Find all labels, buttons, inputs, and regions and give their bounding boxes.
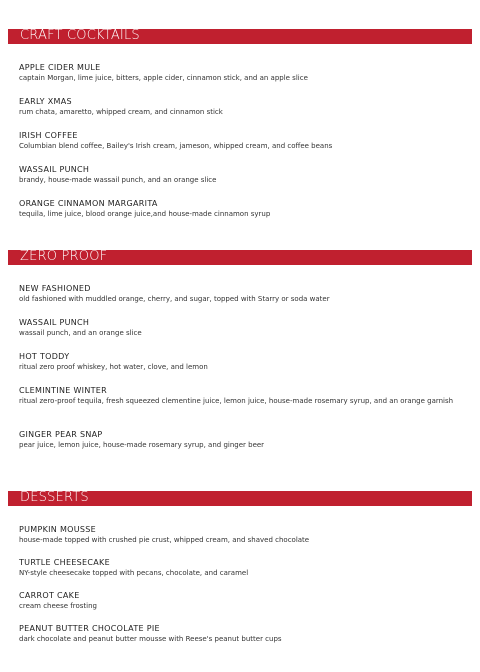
section-banner xyxy=(8,250,472,265)
menu-item-name: CLEMINTINE WINTER xyxy=(19,386,108,395)
menu-item xyxy=(19,429,459,450)
menu-item-description: rum chata, amaretto, whipped cream, and cinnamon stick xyxy=(19,108,223,116)
menu-item xyxy=(19,283,459,304)
menu-item-name: NEW FASHIONED xyxy=(19,284,91,293)
menu-item-name: CARROT CAKE xyxy=(19,591,80,600)
menu-item-name: WASSAIL PUNCH xyxy=(19,318,90,327)
menu-item-description: captain Morgan, lime juice, bitters, apple cider, cinnamon stick, and an apple slice xyxy=(19,74,308,82)
menu-item-description: pear juice, lemon juice, house-made rosemary syrup, and ginger beer xyxy=(19,441,265,449)
section-title: ZERO PROOF xyxy=(20,249,108,264)
menu-item xyxy=(19,590,459,611)
menu-item xyxy=(19,351,459,372)
menu-item xyxy=(19,623,459,644)
menu-item-description: tequila, lime juice, blood orange juice,and house-made cinnamon syrup xyxy=(19,210,271,218)
menu-item-description: dark chocolate and peanut butter mousse with Reese's peanut butter cups xyxy=(19,635,282,643)
menu-item-description: Columbian blend coffee, Bailey's Irish cream, jameson, whipped cream, and coffee beans xyxy=(19,142,333,150)
menu-item-description: wassail punch, and an orange slice xyxy=(19,329,142,337)
menu-item xyxy=(19,164,459,185)
menu-item-name: ORANGE CINNAMON MARGARITA xyxy=(19,199,158,208)
menu-item xyxy=(19,130,459,151)
menu-item-description: cream cheese frosting xyxy=(19,602,97,610)
section-banner xyxy=(8,29,472,44)
section-banner xyxy=(8,491,472,506)
section-title: CRAFT COCKTAILS xyxy=(20,28,140,43)
section-title: DESSERTS xyxy=(20,490,89,505)
menu-item-description: house-made topped with crushed pie crust, whipped cream, and shaved chocolate xyxy=(19,536,310,544)
menu-item-description: ritual zero proof whiskey, hot water, clove, and lemon xyxy=(19,363,208,371)
menu-item xyxy=(19,62,459,83)
menu-item-name: APPLE CIDER MULE xyxy=(19,63,101,72)
menu-item-description: old fashioned with muddled orange, cherry, and sugar, topped with Starry or soda water xyxy=(19,295,330,303)
menu-item xyxy=(19,524,459,545)
menu-item xyxy=(19,96,459,117)
menu-item-description: brandy, house-made wassail punch, and an orange slice xyxy=(19,176,217,184)
menu-item xyxy=(19,557,459,578)
menu-item-description: NY-style cheesecake topped with pecans, chocolate, and caramel xyxy=(19,569,249,577)
menu-item-name: HOT TODDY xyxy=(19,352,70,361)
menu-item xyxy=(19,317,459,338)
menu-item-name: PUMPKIN MOUSSE xyxy=(19,525,97,534)
menu-item-name: EARLY XMAS xyxy=(19,97,72,106)
menu-item-name: GINGER PEAR SNAP xyxy=(19,430,103,439)
menu-item-name: PEANUT BUTTER CHOCOLATE PIE xyxy=(19,624,160,633)
menu-item xyxy=(19,385,459,406)
menu-item xyxy=(19,198,459,219)
menu-item-description: ritual zero-proof tequila, fresh squeezed clementine juice, lemon juice, house-made rosemary syrup, and an orange garnish xyxy=(19,397,454,405)
menu-item-name: TURTLE CHEESECAKE xyxy=(19,558,110,567)
menu-item-name: IRISH COFFEE xyxy=(19,131,78,140)
menu-item-name: WASSAIL PUNCH xyxy=(19,165,90,174)
